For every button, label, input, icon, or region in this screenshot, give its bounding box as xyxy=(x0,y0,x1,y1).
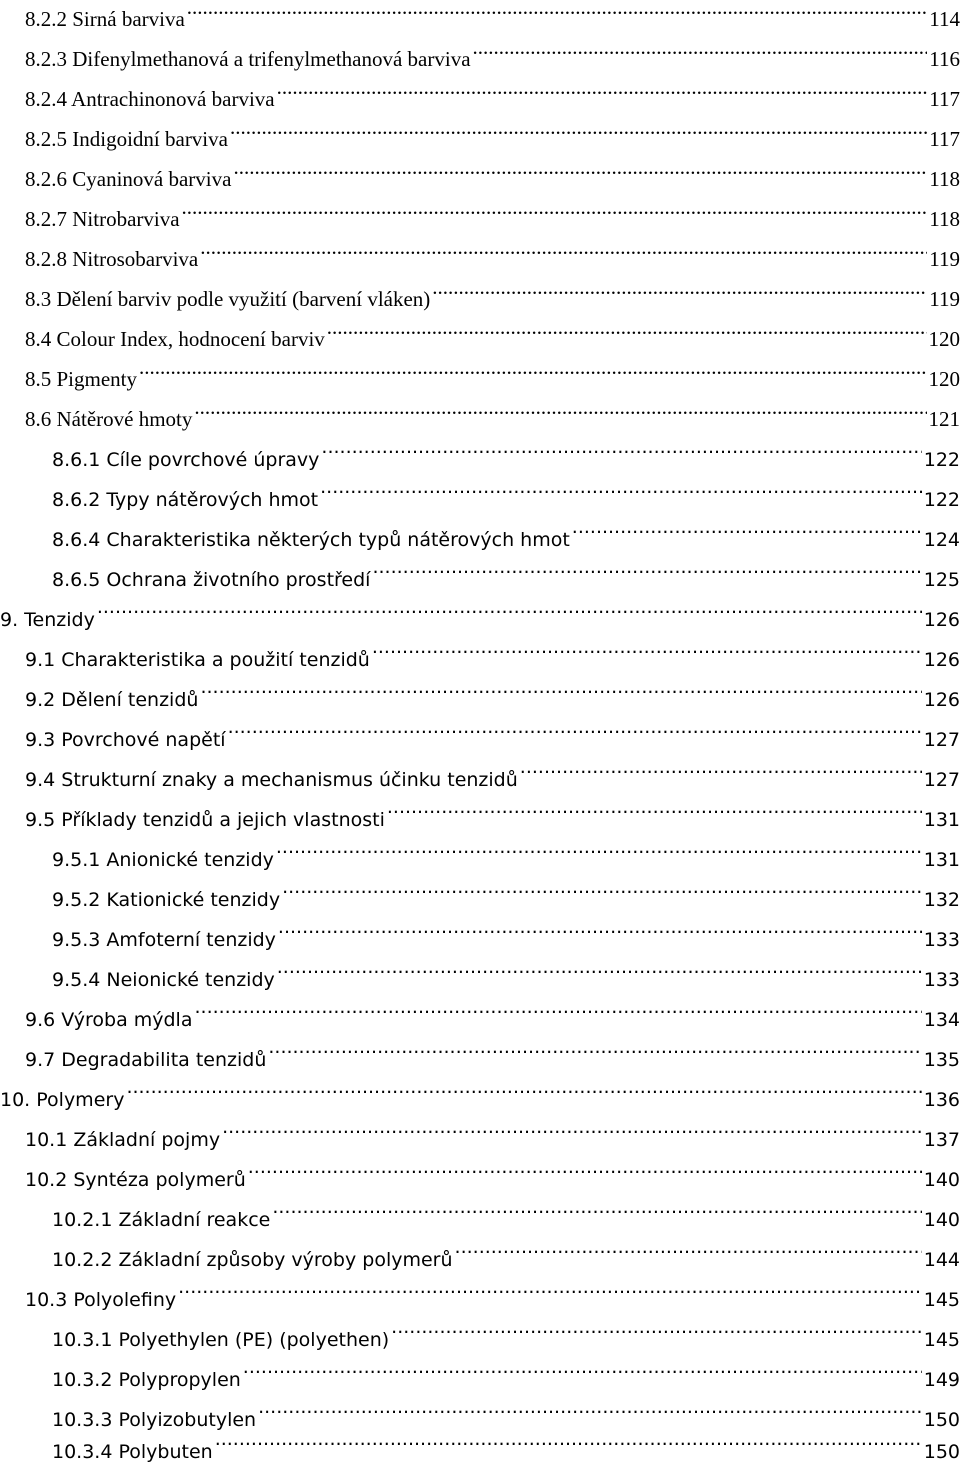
toc-entry[interactable] xyxy=(25,1000,960,1026)
toc-entry-label: 9.5.2 Kationické tenzidy xyxy=(52,887,280,913)
toc-leader xyxy=(391,1320,922,1346)
toc-leader xyxy=(126,1080,921,1106)
toc-page-number: 131 xyxy=(924,807,960,833)
toc-leader xyxy=(473,40,928,66)
toc-page-number: 140 xyxy=(924,1167,960,1193)
toc-page-number: 140 xyxy=(924,1207,960,1233)
toc-entry[interactable] xyxy=(25,200,960,226)
toc-leader xyxy=(139,360,926,386)
toc-entry[interactable] xyxy=(52,840,960,866)
toc-leader xyxy=(233,160,927,186)
toc-page-number: 150 xyxy=(924,1439,960,1465)
toc-entry[interactable] xyxy=(52,1240,960,1266)
toc-leader xyxy=(222,1120,922,1146)
toc-entry[interactable] xyxy=(0,280,960,306)
toc-entry-label: 9.5.4 Neionické tenzidy xyxy=(52,967,275,993)
toc-entry[interactable] xyxy=(25,640,960,666)
toc-entry[interactable] xyxy=(25,40,960,66)
toc-entry[interactable] xyxy=(25,0,960,26)
toc-entry-label: 8.6.4 Charakteristika některých typů nátěrových hmot xyxy=(52,527,570,553)
toc-entry[interactable] xyxy=(0,320,960,346)
toc-page-number: 132 xyxy=(924,887,960,913)
toc-page-number: 150 xyxy=(924,1407,960,1433)
toc-entry[interactable] xyxy=(0,360,960,386)
toc-entry[interactable] xyxy=(25,680,960,706)
toc-leader xyxy=(387,800,922,826)
toc-entry[interactable] xyxy=(0,400,960,426)
toc-leader xyxy=(228,720,922,746)
toc-page-number: 116 xyxy=(929,46,960,72)
toc-entry[interactable] xyxy=(52,880,960,906)
toc-entry-label: 10.2 Syntéza polymerů xyxy=(25,1167,246,1193)
toc-leader xyxy=(278,920,922,946)
toc-entry-label: 9.6 Výroba mýdla xyxy=(25,1007,192,1033)
toc-page-number: 145 xyxy=(924,1327,960,1353)
toc-leader xyxy=(243,1360,922,1386)
toc-entry[interactable] xyxy=(52,560,960,586)
toc-entry-label: 8.5 Pigmenty xyxy=(0,366,137,392)
toc-page-number: 144 xyxy=(924,1247,960,1273)
toc-page-number: 133 xyxy=(924,967,960,993)
toc-leader xyxy=(320,480,922,506)
toc-leader xyxy=(194,1000,921,1026)
toc-page-number: 125 xyxy=(924,567,960,593)
toc-entry[interactable] xyxy=(52,920,960,946)
toc-entry[interactable] xyxy=(25,1040,960,1066)
toc-entry-label: 8.6.1 Cíle povrchové úpravy xyxy=(52,447,319,473)
toc-entry[interactable] xyxy=(52,440,960,466)
toc-leader xyxy=(372,560,921,586)
toc-leader xyxy=(248,1160,922,1186)
toc-leader xyxy=(230,120,927,146)
toc-leader xyxy=(194,400,926,426)
toc-page-number: 122 xyxy=(924,447,960,473)
toc-page-number: 126 xyxy=(924,607,960,633)
toc-entry[interactable] xyxy=(25,800,960,826)
toc-entry-label: 10.3.1 Polyethylen (PE) (polyethen) xyxy=(52,1327,389,1353)
toc-entry-label: 8.2.3 Difenylmethanová a trifenylmethanová barviva xyxy=(25,46,471,72)
toc-entry-label: 10.1 Základní pojmy xyxy=(25,1127,220,1153)
toc-entry-label: 9.5.1 Anionické tenzidy xyxy=(52,847,274,873)
toc-entry-label: 8.2.2 Sirná barviva xyxy=(25,6,185,32)
toc-entry-label: 10.3 Polyolefiny xyxy=(25,1287,176,1313)
toc-page-number: 120 xyxy=(929,326,960,352)
toc-entry-label: 8.4 Colour Index, hodnocení barviv xyxy=(0,326,325,352)
toc-entry-label: 9.5.3 Amfoterní tenzidy xyxy=(52,927,276,953)
toc-page-number: 127 xyxy=(924,727,960,753)
toc-page-number: 120 xyxy=(929,366,960,392)
toc-page-number: 137 xyxy=(924,1127,960,1153)
toc-page-number: 131 xyxy=(924,847,960,873)
toc-leader xyxy=(187,0,927,26)
toc-page-number: 119 xyxy=(929,286,960,312)
toc-entry-label: 8.2.5 Indigoidní barviva xyxy=(25,126,228,152)
toc-leader xyxy=(277,960,922,986)
toc-entry-label: 8.6.5 Ochrana životního prostředí xyxy=(52,567,370,593)
toc-page-number: 118 xyxy=(929,166,960,192)
toc-entry-label: 8.3 Dělení barviv podle využití (barvení vláken) xyxy=(0,286,430,312)
toc-leader xyxy=(200,240,927,266)
toc-page-number: 134 xyxy=(924,1007,960,1033)
toc-entry-label: 8.2.4 Antrachinonová barviva xyxy=(25,86,275,112)
toc-entry-label: 9.7 Degradabilita tenzidů xyxy=(25,1047,266,1073)
toc-page-number: 149 xyxy=(924,1367,960,1393)
toc-page-number: 135 xyxy=(924,1047,960,1073)
toc-leader xyxy=(258,1400,922,1426)
toc-page-number: 145 xyxy=(924,1287,960,1313)
toc-entry-label: 10.3.3 Polyizobutylen xyxy=(52,1407,256,1433)
toc-entry-label: 10.2.2 Základní způsoby výroby polymerů xyxy=(52,1247,453,1273)
toc-entry[interactable] xyxy=(25,240,960,266)
toc-leader xyxy=(520,760,922,786)
toc-entry[interactable] xyxy=(25,160,960,186)
toc-leader xyxy=(268,1040,921,1066)
toc-entry[interactable] xyxy=(0,600,960,626)
toc-entry-label: 9.4 Strukturní znaky a mechanismus účinku tenzidů xyxy=(25,767,518,793)
toc-leader xyxy=(272,1200,921,1226)
toc-entry-label: 8.2.6 Cyaninová barviva xyxy=(25,166,231,192)
toc-entry-label: 8.6 Nátěrové hmoty xyxy=(0,406,192,432)
toc-page-number: 127 xyxy=(924,767,960,793)
toc-leader xyxy=(572,520,922,546)
toc-entry[interactable] xyxy=(52,480,960,506)
toc-leader xyxy=(432,280,927,306)
toc-entry[interactable] xyxy=(25,1120,960,1146)
toc-leader xyxy=(178,1280,922,1306)
toc-entry[interactable] xyxy=(25,80,960,106)
toc-leader xyxy=(282,880,922,906)
toc-entry-label: 8.2.7 Nitrobarviva xyxy=(25,206,180,232)
toc-page-number: 119 xyxy=(929,246,960,272)
toc-entry[interactable] xyxy=(25,1160,960,1186)
toc-entry[interactable] xyxy=(25,760,960,786)
toc-leader xyxy=(455,1240,922,1266)
toc-leader xyxy=(200,680,921,706)
toc-entry-label: 8.2.8 Nitrosobarviva xyxy=(25,246,198,272)
toc-leader xyxy=(276,840,922,866)
toc-entry-label: 9. Tenzidy xyxy=(0,607,95,633)
toc-leader xyxy=(372,640,922,666)
toc-page-number: 121 xyxy=(929,406,960,432)
toc-entry[interactable] xyxy=(52,1200,960,1226)
toc-entry-label: 10.2.1 Základní reakce xyxy=(52,1207,270,1233)
toc-entry[interactable] xyxy=(25,1280,960,1306)
toc-entry[interactable] xyxy=(52,520,960,546)
toc-entry-label: 8.6.2 Typy nátěrových hmot xyxy=(52,487,318,513)
toc-leader xyxy=(215,1432,922,1458)
toc-page-number: 124 xyxy=(924,527,960,553)
toc-entry-label: 10.3.2 Polypropylen xyxy=(52,1367,241,1393)
toc-entry-label: 9.1 Charakteristika a použití tenzidů xyxy=(25,647,370,673)
toc-page-number: 136 xyxy=(924,1087,960,1113)
toc-entry[interactable] xyxy=(25,720,960,746)
toc-page-number: 117 xyxy=(929,86,960,112)
toc-leader xyxy=(321,440,921,466)
toc-entry[interactable] xyxy=(52,1400,960,1426)
toc-entry-label: 10. Polymery xyxy=(0,1087,124,1113)
toc-entry-label: 9.3 Povrchové napětí xyxy=(25,727,226,753)
toc-page-number: 122 xyxy=(924,487,960,513)
toc-page-number: 126 xyxy=(924,687,960,713)
toc-entry[interactable] xyxy=(52,1360,960,1386)
toc-leader xyxy=(327,320,927,346)
toc-page-number: 117 xyxy=(929,126,960,152)
toc-entry-label: 9.5 Příklady tenzidů a jejich vlastnosti xyxy=(25,807,385,833)
toc-leader xyxy=(182,200,928,226)
toc-leader xyxy=(277,80,928,106)
toc-page-number: 126 xyxy=(924,647,960,673)
toc-page-number: 133 xyxy=(924,927,960,953)
toc-entry[interactable] xyxy=(25,120,960,146)
toc-entry-label: 9.2 Dělení tenzidů xyxy=(25,687,198,713)
toc-entry[interactable] xyxy=(0,1080,960,1106)
toc-entry-label: 10.3.4 Polybuten xyxy=(52,1439,213,1465)
toc-entry[interactable] xyxy=(52,1432,960,1458)
toc-page-number: 118 xyxy=(929,206,960,232)
toc-leader xyxy=(97,600,922,626)
toc-entry[interactable] xyxy=(52,1320,960,1346)
toc-page-number: 114 xyxy=(929,6,960,32)
toc-entry[interactable] xyxy=(52,960,960,986)
